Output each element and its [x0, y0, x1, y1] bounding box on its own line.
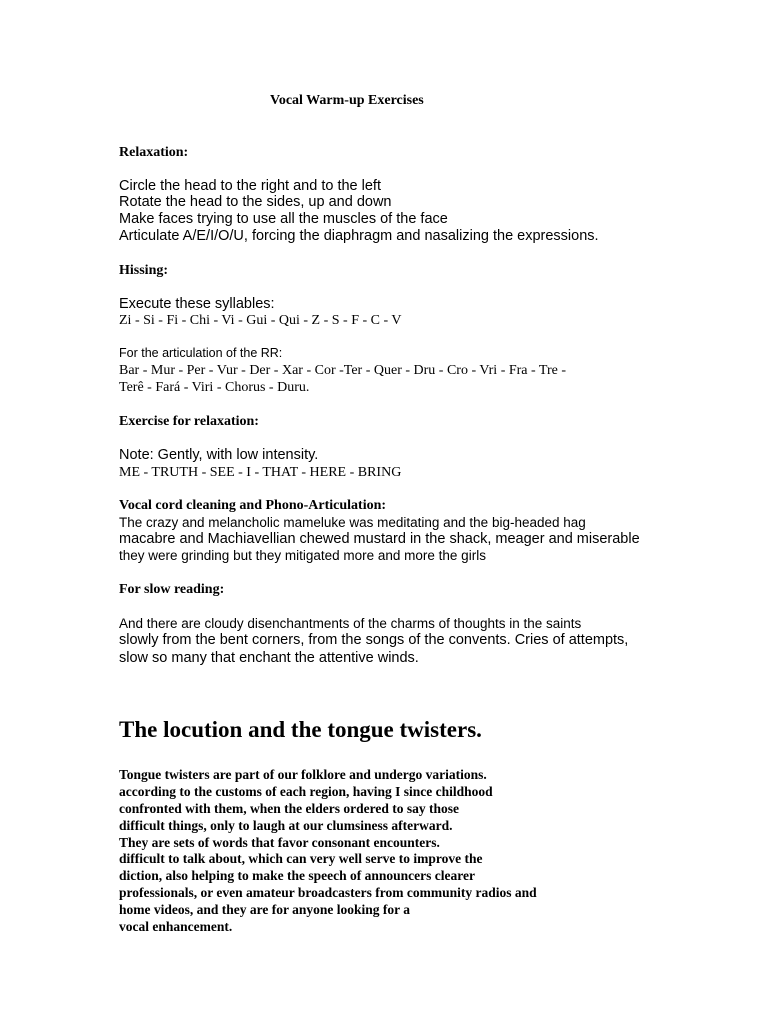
relaxation-line: Articulate A/E/I/O/U, forcing the diaphragm and nasalizing the expressions.	[119, 228, 599, 244]
hissing-heading: Hissing:	[119, 263, 169, 278]
locution-line: difficult to talk about, which can very well serve to improve the	[119, 851, 483, 866]
exercise-words: ME - TRUTH - SEE - I - THAT - HERE - BRING	[119, 465, 402, 480]
rr-line: Bar - Mur - Per - Vur - Der - Xar - Cor -Ter - Quer - Dru - Cro - Vri - Fra - Tre -	[119, 363, 567, 378]
locution-line: diction, also helping to make the speech of announcers clearer	[119, 868, 475, 883]
exercise-relaxation-heading: Exercise for relaxation:	[119, 414, 259, 429]
slow-reading-line: slowly from the bent corners, from the songs of the convents. Cries of attempts,	[119, 632, 629, 648]
relaxation-line: Make faces trying to use all the muscles of the face	[119, 211, 448, 227]
slow-reading-heading: For slow reading:	[119, 582, 225, 597]
vocal-cord-line: they were grinding but they mitigated more and more the girls	[119, 548, 486, 563]
locution-line: They are sets of words that favor consonant encounters.	[119, 835, 440, 850]
vocal-cord-line: The crazy and melancholic mameluke was meditating and the big-headed hag	[119, 515, 586, 530]
vocal-cord-heading: Vocal cord cleaning and Phono-Articulation:	[119, 498, 387, 513]
rr-line: Terê - Fará - Viri - Chorus - Duru.	[119, 380, 310, 395]
exercise-note: Note: Gently, with low intensity.	[119, 447, 319, 463]
relaxation-line: Circle the head to the right and to the left	[119, 178, 381, 194]
vocal-cord-line: macabre and Machiavellian chewed mustard in the shack, meager and miserable	[119, 531, 640, 547]
slow-reading-line: slow so many that enchant the attentive winds.	[119, 650, 419, 666]
relaxation-line: Rotate the head to the sides, up and down	[119, 194, 392, 210]
hissing-intro: Execute these syllables:	[119, 296, 275, 312]
locution-line: difficult things, only to laugh at our clumsiness afterward.	[119, 818, 453, 833]
relaxation-heading: Relaxation:	[119, 145, 189, 160]
slow-reading-line: And there are cloudy disenchantments of the charms of thoughts in the saints	[119, 616, 582, 631]
locution-line: vocal enhancement.	[119, 919, 233, 934]
locution-title: The locution and the tongue twisters.	[119, 717, 482, 742]
rr-label: For the articulation of the RR:	[119, 346, 283, 360]
locution-line: according to the customs of each region, having I since childhood	[119, 784, 493, 799]
document-title: Vocal Warm-up Exercises	[270, 93, 424, 108]
hissing-syllables: Zi - Si - Fi - Chi - Vi - Gui - Qui - Z - S - F - C - V	[119, 313, 402, 328]
locution-line: professionals, or even amateur broadcasters from community radios and	[119, 885, 537, 900]
locution-line: confronted with them, when the elders ordered to say those	[119, 801, 459, 816]
locution-line: Tongue twisters are part of our folklore and undergo variations.	[119, 767, 487, 782]
locution-line: home videos, and they are for anyone looking for a	[119, 902, 411, 917]
